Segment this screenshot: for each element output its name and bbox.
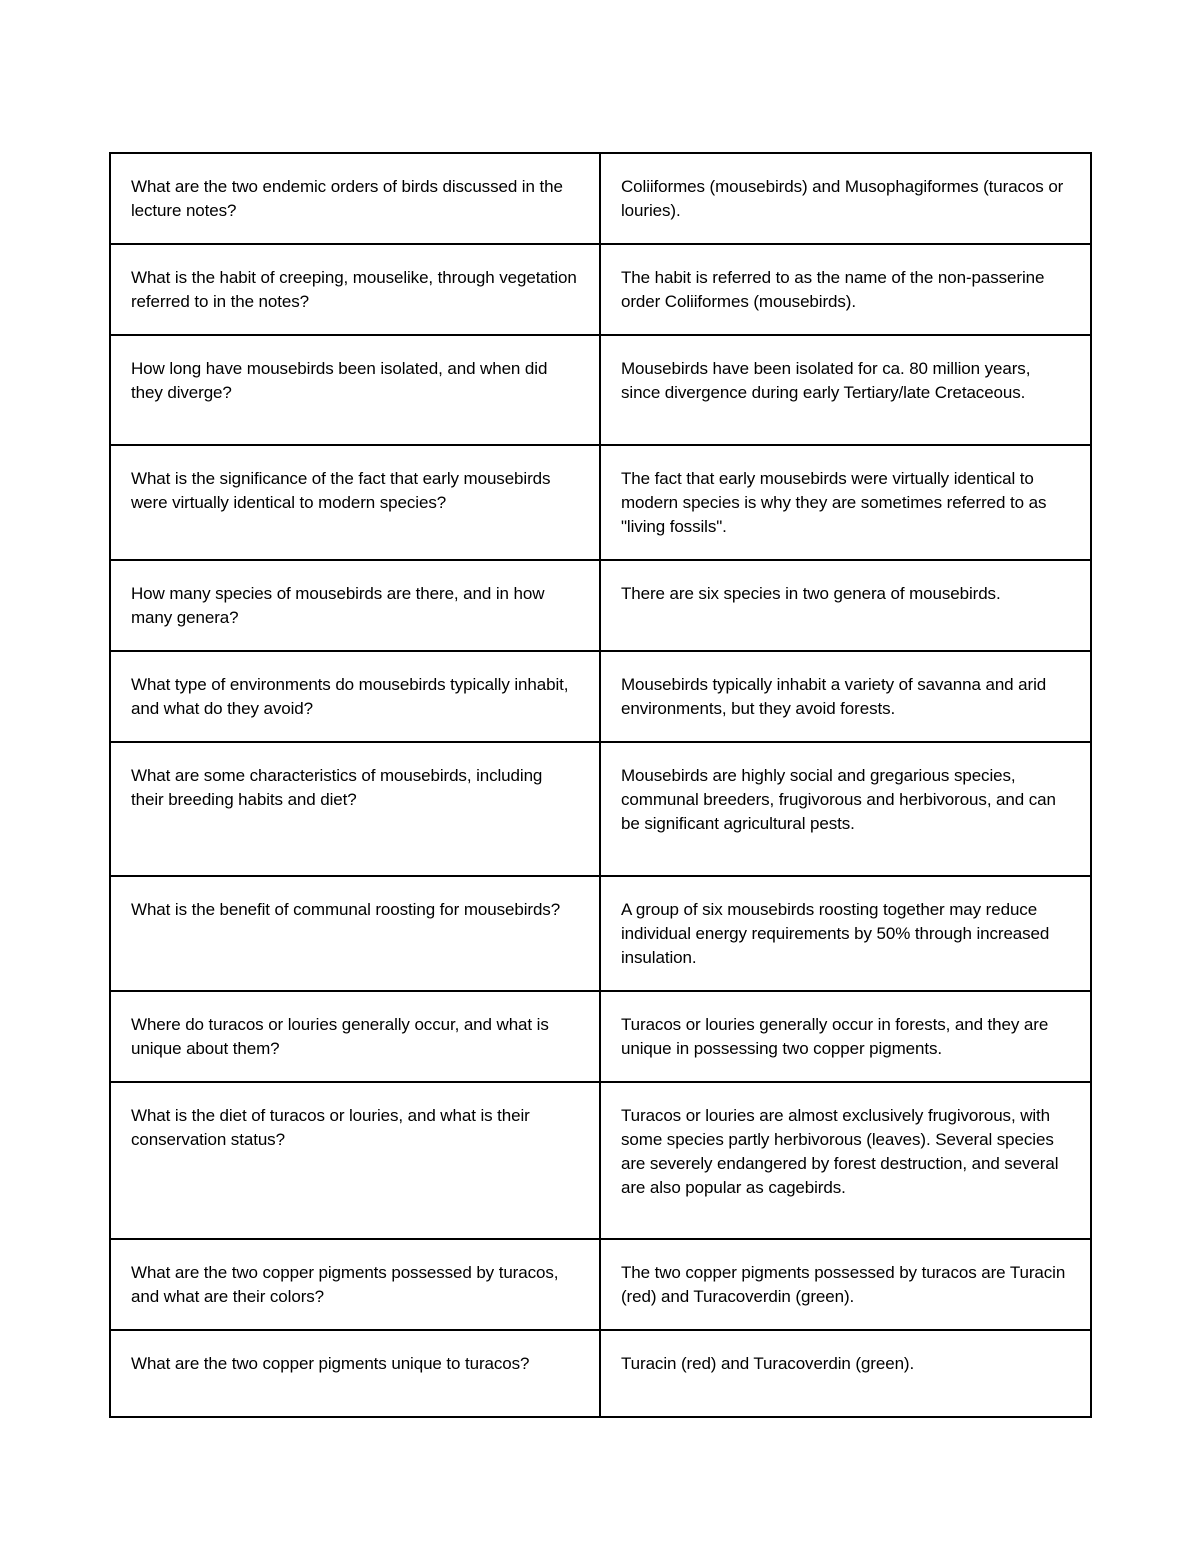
question-cell: What are the two endemic orders of birds discussed in the lecture notes?	[110, 153, 600, 244]
answer-cell: The habit is referred to as the name of the non-passerine order Coliiformes (mousebirds).	[600, 244, 1091, 335]
table-row	[110, 1082, 1091, 1239]
table-row	[110, 876, 1091, 991]
table-row	[110, 1330, 1091, 1417]
answer-cell: The fact that early mousebirds were virtually identical to modern species is why they are sometimes referred to as "living fossils".	[600, 445, 1091, 560]
answer-cell: Mousebirds have been isolated for ca. 80 million years, since divergence during early Tertiary/late Cretaceous.	[600, 335, 1091, 445]
question-cell: How long have mousebirds been isolated, and when did they diverge?	[110, 335, 600, 445]
answer-cell: Turacin (red) and Turacoverdin (green).	[600, 1330, 1091, 1417]
table-row	[110, 445, 1091, 560]
table-row	[110, 153, 1091, 244]
answer-cell: A group of six mousebirds roosting together may reduce individual energy requirements by 50% through increased insulation.	[600, 876, 1091, 991]
answer-cell: Turacos or louries are almost exclusively frugivorous, with some species partly herbivorous (leaves). Several species are severely endangered by forest destruction, and several are also popular as cagebirds.	[600, 1082, 1091, 1239]
table-row	[110, 244, 1091, 335]
answer-cell: Mousebirds are highly social and gregarious species, communal breeders, frugivorous and herbivorous, and can be significant agricultural pests.	[600, 742, 1091, 876]
table-row	[110, 742, 1091, 876]
answer-cell: There are six species in two genera of mousebirds.	[600, 560, 1091, 651]
question-cell: What are some characteristics of mousebirds, including their breeding habits and diet?	[110, 742, 600, 876]
question-cell: What are the two copper pigments possessed by turacos, and what are their colors?	[110, 1239, 600, 1330]
answer-cell: Turacos or louries generally occur in forests, and they are unique in possessing two copper pigments.	[600, 991, 1091, 1082]
question-cell: Where do turacos or louries generally occur, and what is unique about them?	[110, 991, 600, 1082]
table-row	[110, 1239, 1091, 1330]
question-cell: What type of environments do mousebirds typically inhabit, and what do they avoid?	[110, 651, 600, 742]
question-cell: How many species of mousebirds are there, and in how many genera?	[110, 560, 600, 651]
question-cell: What is the benefit of communal roosting for mousebirds?	[110, 876, 600, 991]
table-row	[110, 651, 1091, 742]
question-cell: What is the habit of creeping, mouselike, through vegetation referred to in the notes?	[110, 244, 600, 335]
answer-cell: Coliiformes (mousebirds) and Musophagiformes (turacos or louries).	[600, 153, 1091, 244]
question-cell: What is the significance of the fact that early mousebirds were virtually identical to modern species?	[110, 445, 600, 560]
table-row	[110, 991, 1091, 1082]
question-cell: What are the two copper pigments unique to turacos?	[110, 1330, 600, 1417]
question-cell: What is the diet of turacos or louries, and what is their conservation status?	[110, 1082, 600, 1239]
answer-cell: Mousebirds typically inhabit a variety of savanna and arid environments, but they avoid forests.	[600, 651, 1091, 742]
flashcard-table	[109, 152, 1092, 1418]
table-row	[110, 335, 1091, 445]
answer-cell: The two copper pigments possessed by turacos are Turacin (red) and Turacoverdin (green).	[600, 1239, 1091, 1330]
table-row	[110, 560, 1091, 651]
